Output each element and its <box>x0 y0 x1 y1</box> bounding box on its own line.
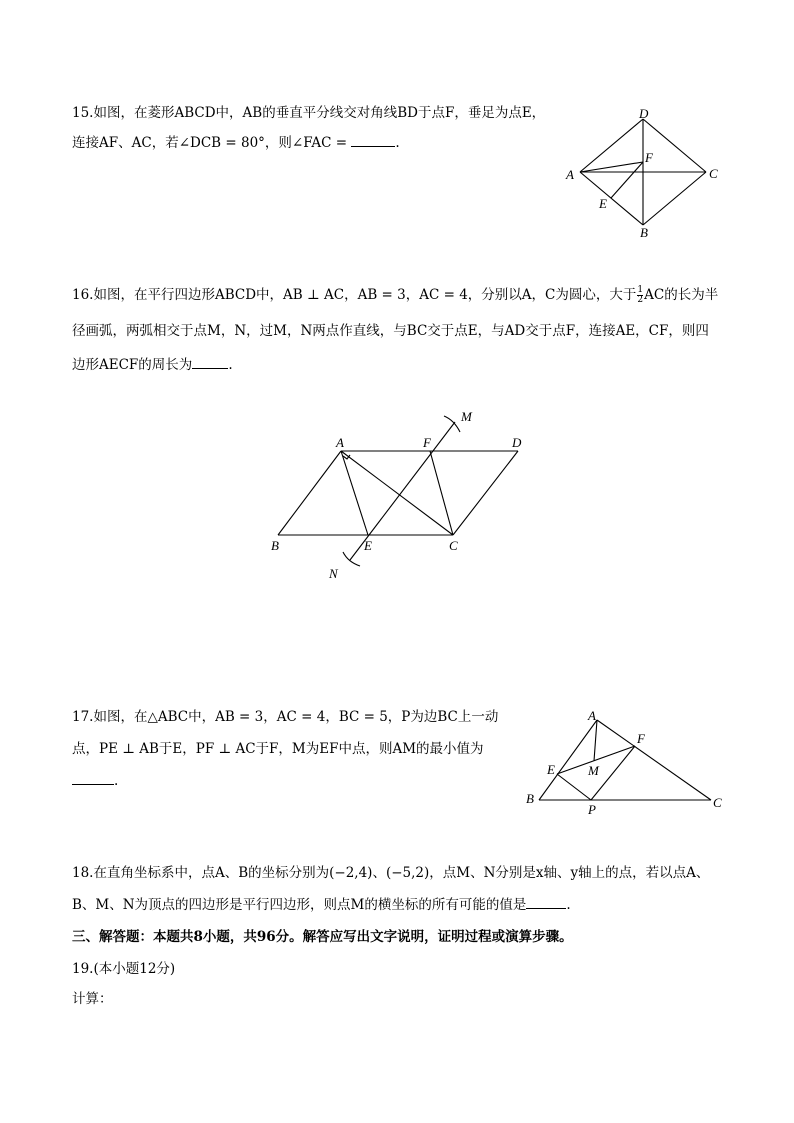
q16-fraction <box>637 286 643 305</box>
q15-line2-text: 连接AF、AC，若∠DCB = 80°，则∠FAC = <box>72 135 352 151</box>
q17-line3 <box>72 772 118 790</box>
q16-line3 <box>72 356 233 374</box>
q16-label-f: F <box>423 435 431 450</box>
q18-answer-blank <box>526 896 566 909</box>
q16-line3-end: . <box>228 357 233 373</box>
q15-label-b: B <box>640 225 648 240</box>
q15-line2-end: . <box>395 135 400 151</box>
q16-frac-num: 1 <box>637 285 644 295</box>
q15-label-f: F <box>645 150 653 165</box>
q16-label-m: M <box>461 409 472 424</box>
q16-label-n: N <box>329 566 338 581</box>
q16-label-a: A <box>336 435 344 450</box>
section-3-heading: 三、解答题：本题共8小题，共96分。解答应写出文字说明，证明过程或演算步骤。 <box>72 929 573 945</box>
q16-label-b: B <box>271 538 279 553</box>
q17-label-e: E <box>547 762 555 777</box>
q15-line1: 15.如图，在菱形ABCD中，AB的垂直平分线交对角线BD于点F，垂足为点E， <box>72 105 546 121</box>
q17-label-m: M <box>588 763 599 778</box>
q17-label-b: B <box>526 791 534 806</box>
q15-label-a: A <box>566 167 574 182</box>
q15-label-e: E <box>599 196 607 211</box>
q15-answer-blank <box>351 134 395 147</box>
q18-line2-text: B、M、N为顶点的四边形是平行四边形，则点M的横坐标的所有可能的值是 <box>72 897 527 913</box>
q15-label-d: D <box>639 106 649 121</box>
q16-label-d: D <box>512 435 522 450</box>
q18-line2-end: . <box>566 897 571 913</box>
q16-frac-den: 2 <box>637 295 644 305</box>
q16-label-e: E <box>364 538 372 553</box>
q19-label: 计算： <box>72 991 113 1007</box>
q17-label-p: P <box>588 802 596 817</box>
q16-parallelogram-figure <box>265 405 535 585</box>
q16-line3-text: 边形AECF的周长为 <box>72 357 193 373</box>
q16-label-c: C <box>449 538 458 553</box>
q15-rhombus-figure <box>560 105 730 240</box>
q17-answer-blank <box>72 772 114 785</box>
q17-line2: 点，PE ⊥ AB于E，PF ⊥ AC于F，M为EF中点，则AM的最小值为 <box>72 741 484 757</box>
q15-line2 <box>72 134 400 152</box>
q17-label-a: A <box>588 708 596 723</box>
q18-line2 <box>72 896 571 914</box>
q16-answer-blank <box>192 356 228 369</box>
q16-line1 <box>72 286 718 305</box>
q17-triangle-figure <box>520 705 730 820</box>
q17-line3-end: . <box>114 773 119 789</box>
q15-label-c: C <box>709 166 718 181</box>
q16-line1-end: AC的长为半 <box>644 287 719 303</box>
q17-line1: 17.如图，在△ABC中，AB = 3，AC = 4，BC = 5，P为边BC上一动 <box>72 709 499 725</box>
q16-line1-text: 16.如图，在平行四边形ABCD中，AB ⊥ AC，AB = 3，AC = 4，分别以A，C为圆心，大于 <box>72 287 637 303</box>
q18-line1: 18.在直角坐标系中，点A、B的坐标分别为(−2,4)、(−5,2)，点M、N分别是x轴、y轴上的点，若以点A、 <box>72 865 710 881</box>
q17-label-f: F <box>637 731 645 746</box>
q19-title: 19.(本小题12分) <box>72 961 176 977</box>
q16-line2: 径画弧，两弧相交于点M，N，过M，N两点作直线，与BC交于点E，与AD交于点F，连接AE，CF，则四 <box>72 323 709 339</box>
q17-label-c: C <box>713 795 722 810</box>
